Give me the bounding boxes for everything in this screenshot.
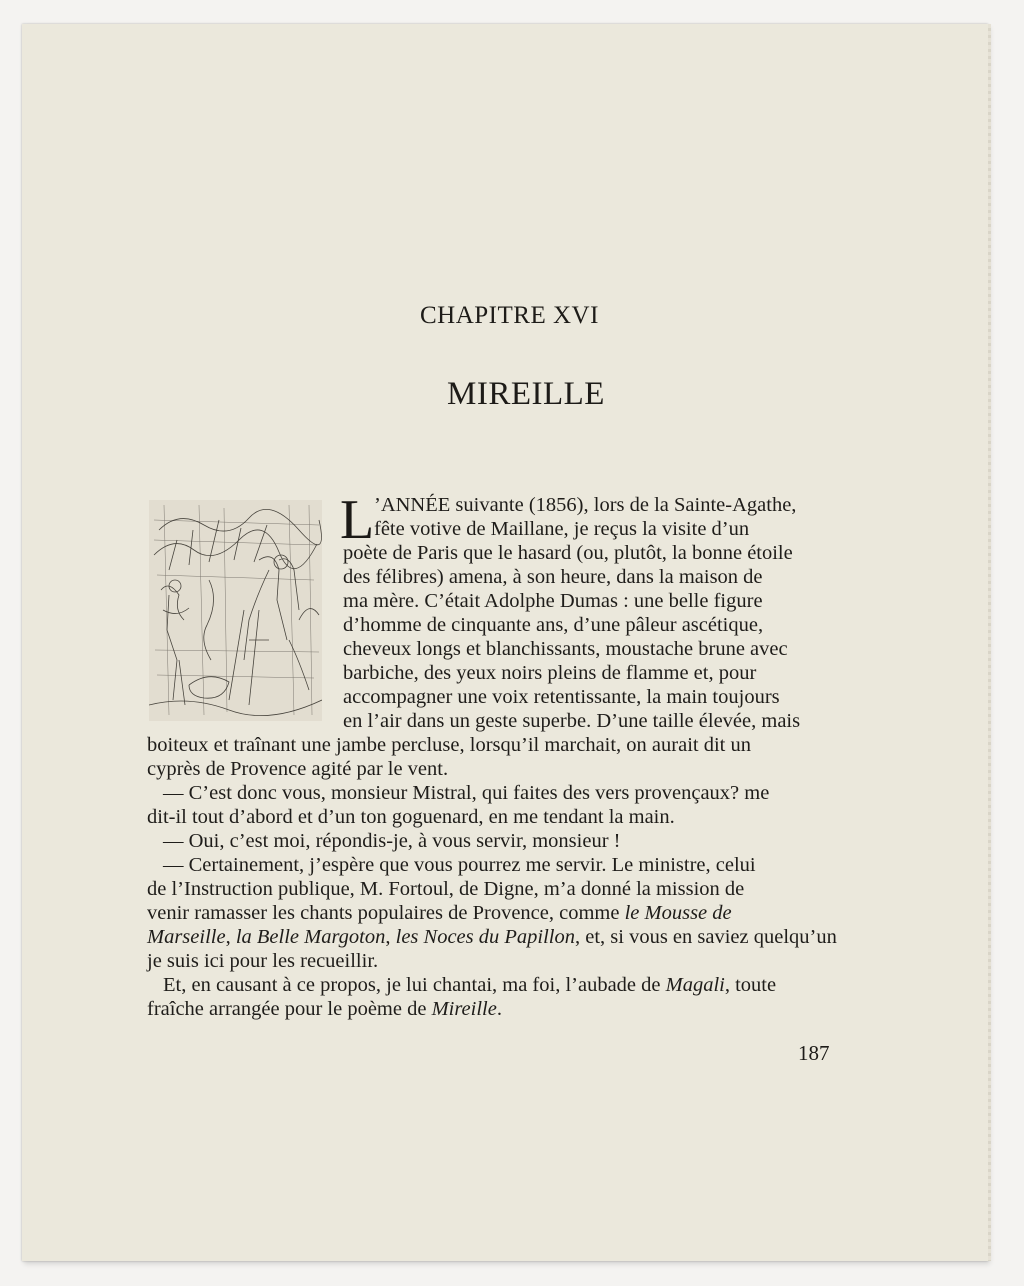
- italic-title: le Mousse de: [624, 902, 732, 924]
- text-line: en l’air dans un geste superbe. D’une taille élevée, mais: [343, 710, 801, 732]
- text-line: accompagner une voix retentissante, la main toujours: [343, 686, 780, 708]
- chapter-heading: CHAPITRE XVI: [420, 302, 599, 329]
- text-line: je suis ici pour les recueillir.: [147, 950, 379, 972]
- text-line: ’ANNÉE suivante (1856), lors de la Sainte-Agathe,: [374, 494, 797, 516]
- text-span: , et, si vous en saviez quelqu’un: [574, 926, 837, 948]
- text-line: poète de Paris que le hasard (ou, plutôt, la bonne étoile: [343, 542, 793, 564]
- italic-title: la Belle Margoton: [235, 926, 386, 948]
- text-line: de l’Instruction publique, M. Fortoul, de Digne, m’a donné la mission de: [147, 878, 745, 900]
- text-span: fraîche arrangée pour le poème de: [147, 998, 432, 1020]
- text-line: fête votive de Maillane, je reçus la visite d’un: [374, 518, 750, 540]
- text-line: [147, 997, 502, 1021]
- text-line: cyprès de Provence agité par le vent.: [147, 758, 449, 780]
- etching-illustration: [149, 500, 322, 721]
- text-line: ma mère. C’était Adolphe Dumas : une belle figure: [343, 590, 763, 612]
- text-line: d’homme de cinquante ans, d’une pâleur ascétique,: [343, 614, 764, 636]
- text-line: [147, 901, 732, 925]
- etching-drawing: [149, 500, 322, 721]
- text-line: — C’est donc vous, monsieur Mistral, qui faites des vers provençaux? me: [163, 782, 770, 804]
- text-span: ,: [385, 926, 396, 948]
- italic-title: Magali: [665, 974, 725, 996]
- italic-title: Mireille: [431, 998, 497, 1020]
- text-span: Et, en causant à ce propos, je lui chantai, ma foi, l’aubade de: [163, 974, 666, 996]
- text-line: [163, 973, 776, 997]
- text-span: , toute: [724, 974, 777, 996]
- text-line: — Oui, c’est moi, répondis-je, à vous servir, monsieur !: [163, 830, 621, 852]
- chapter-title: MIREILLE: [447, 376, 605, 412]
- text-line: — Certainement, j’espère que vous pourrez me servir. Le ministre, celui: [163, 854, 756, 876]
- text-line: boiteux et traînant une jambe percluse, lorsqu’il marchait, on aurait dit un: [147, 734, 751, 756]
- text-line: dit-il tout d’abord et d’un ton goguenard, en me tendant la main.: [147, 806, 675, 828]
- text-line: [147, 925, 837, 949]
- italic-title: les Noces du Papillon: [395, 926, 575, 948]
- text-span: venir ramasser les chants populaires de Provence, comme: [147, 902, 625, 924]
- italic-title: Marseille: [147, 926, 226, 948]
- text-span: ,: [225, 926, 236, 948]
- text-line: des félibres) amena, à son heure, dans la maison de: [343, 566, 763, 588]
- page-number: 187: [798, 1041, 830, 1065]
- text-span: .: [496, 998, 502, 1020]
- drop-cap: L: [340, 489, 375, 551]
- text-line: cheveux longs et blanchissants, moustache brune avec: [343, 638, 788, 660]
- text-line: barbiche, des yeux noirs pleins de flamme et, pour: [343, 662, 757, 684]
